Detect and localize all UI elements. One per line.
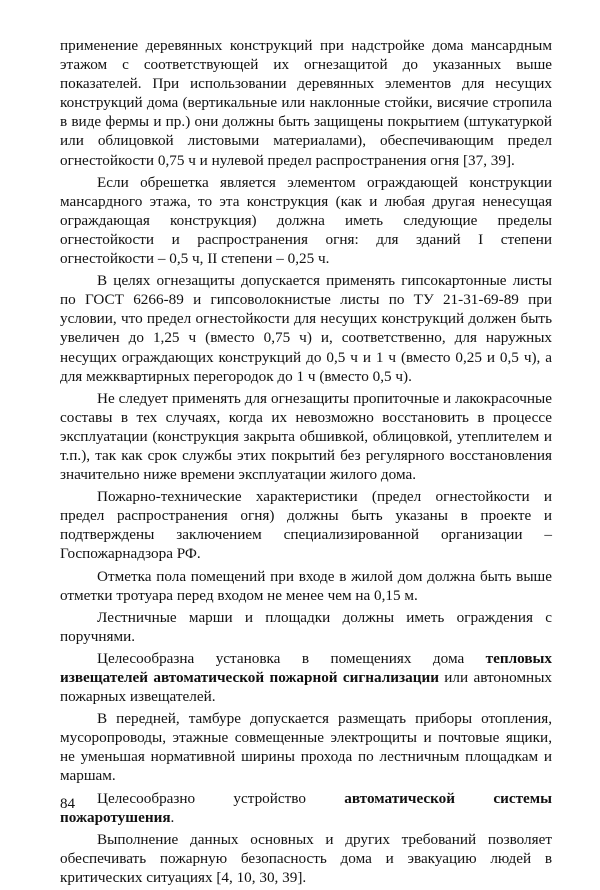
p10-text-after: . xyxy=(170,808,175,826)
paragraph-fire-characteristics: Пожарно-технические характеристики (предел огнестойкости и предел распространения огня) должны быть указаны в проекте и подтверждены заключением специализированной организации – Госпожарнадзора РФ. xyxy=(60,488,552,563)
paragraph-conclusion: Выполнение данных основных и других требований позволяет обеспечивать пожарную безопасность дома и эвакуацию людей в критических ситуациях [4, 10, 30, 39]. xyxy=(60,830,552,886)
paragraph-stair-railings: Лестничные марши и площадки должны иметь ограждения с поручнями. xyxy=(60,608,552,645)
body-text xyxy=(60,36,552,890)
page-number: 84 xyxy=(60,796,75,812)
p8-text-after: или автономных пожарных извещателей. xyxy=(60,669,552,706)
paragraph-heat-detectors xyxy=(60,649,552,706)
p8-bold-text: тепловых извещателей автоматической пожарной сигнализации xyxy=(60,649,552,686)
paragraph-impregnation: Не следует применять для огнезащиты пропиточные и лакокрасочные составы в тех случаях, когда их невозможно восстановить в процессе эксплуатации (конструкция закрыта обшивкой, облицовкой, утеплителем и т.п.), так как срок службы этих покрытий без регулярного восстановления значительно ниже времени эксплуатации жилого дома. xyxy=(60,389,552,484)
paragraph-floor-level: Отметка пола помещений при входе в жилой дом должна быть выше отметки тротуара перед входом не менее чем на 0,15 м. xyxy=(60,567,552,604)
paragraph-battens: Если обрешетка является элементом ограждающей конструкции мансардного этажа, то эта конструкция (как и любая другая ненесущая ограждающая конструкция) должна иметь следующие пределы огнестойкости и распространения огня: для зданий I степени огнестойкости – 0,5 ч, II степени – 0,25 ч. xyxy=(60,173,552,268)
paragraph-extinguishing xyxy=(60,789,552,827)
p10-bold-text: автоматической системы пожаротушения xyxy=(60,789,552,826)
paragraph-wood-structures: применение деревянных конструкций при надстройке дома мансардным этажом с соответствующей их огнезащитой до указанных выше показателей. При использовании деревянных элементов для несущих конструкций дома (вертикальные или наклонные стойки, висячие стропила в виде фермы и пр.) они должны быть защищены покрытием (штукатуркой или облицовкой листовыми материалами), обеспечивающим предел огнестойкости 0,75 ч и нулевой предел распространения огня [37, 39]. xyxy=(60,37,552,169)
p8-text-before: Целесообразна установка в помещениях дома xyxy=(97,649,486,667)
p10-text-before: Целесообразно устройство xyxy=(97,789,345,807)
paragraph-vestibule: В передней, тамбуре допускается размещать приборы отопления, мусоропроводы, этажные совмещенные электрощиты и почтовые ящики, не уменьшая нормативной ширины прохода по лестничным площадкам и маршам. xyxy=(60,710,552,785)
paragraph-gypsum-sheets: В целях огнезащиты допускается применять гипсокартонные листы по ГОСТ 6266-89 и гипсоволокнистые листы по ТУ 21-31-69-89 при условии, что предел огнестойкости для несущих конструкций должен быть увеличен до 1,25 ч (вместо 0,75 ч) и, соответственно, для наружных несущих ограждающих конструкций до 0,5 ч и 1 ч (вместо 0,25 и 0,5 ч), а для межквартирных перегородок до 1 ч (вместо 0,5 ч). xyxy=(60,272,552,385)
